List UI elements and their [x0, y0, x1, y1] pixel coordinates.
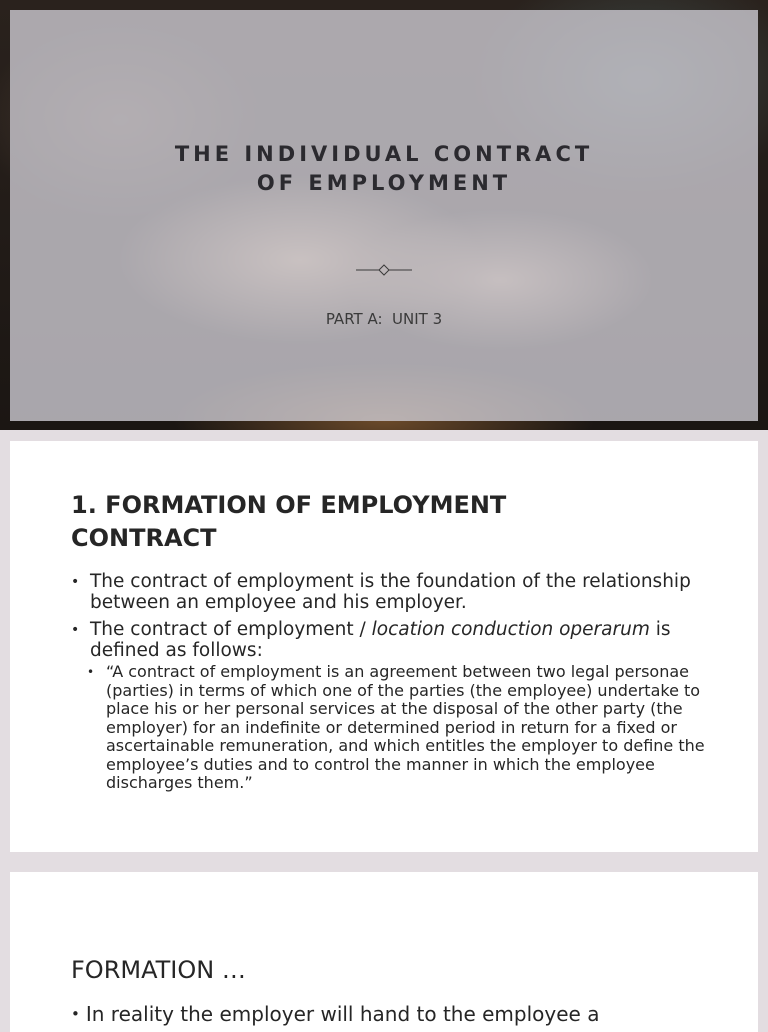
bullet-icon: •: [71, 574, 80, 590]
bullet-text-italic: location conduction operarum: [371, 619, 650, 640]
bullet-item: [71, 571, 711, 613]
slide-heading-line-1: 1. FORMATION OF EMPLOYMENT: [71, 491, 507, 519]
bullet-icon: •: [87, 665, 95, 679]
sub-bullet-item: [87, 663, 711, 793]
bullet-text-after: is defined as follows:: [90, 619, 671, 661]
slide-heading: [71, 489, 631, 555]
title-slide-subtitle: PART A: UNIT 3: [325, 310, 443, 328]
content-slide-formation: [10, 441, 758, 852]
bullet-text-before: The contract of employment /: [90, 619, 372, 640]
bullet-text: The contract of employment is the foundation of the relationship between an employee and his employer.: [90, 571, 691, 613]
bullet-icon: •: [71, 1005, 80, 1023]
title-slide-heading: [0, 140, 768, 198]
bullet-list: [71, 571, 711, 793]
title-slide-overlay-panel: [10, 10, 758, 421]
title-slide: [0, 0, 768, 430]
bullet-item: [71, 619, 711, 661]
slide-heading: FORMATION …: [71, 956, 246, 984]
slide-heading-line-2: CONTRACT: [71, 524, 217, 552]
title-line-1: THE INDIVIDUAL CONTRACT: [174, 142, 594, 166]
bullet-text: In reality the employer will hand to the employee a: [85, 1002, 600, 1026]
title-line-2: OF EMPLOYMENT: [256, 171, 512, 195]
content-slide-formation-continued: [10, 872, 758, 1032]
diamond-divider-icon: [356, 263, 412, 277]
bullet-item: [71, 1001, 711, 1027]
sub-bullet-text: “A contract of employment is an agreement between two legal personae (parties) in terms of which one of the parties (the employee) undertake to place his or her personal services at the disposal of the other party (the employer) for an indefinite or determined period in return for a fixed or ascertainable remuneration, and which entitles the employer to define the employee’s duties and to control the manner in which the employee discharges them.”: [106, 662, 705, 792]
bullet-icon: •: [71, 622, 80, 638]
